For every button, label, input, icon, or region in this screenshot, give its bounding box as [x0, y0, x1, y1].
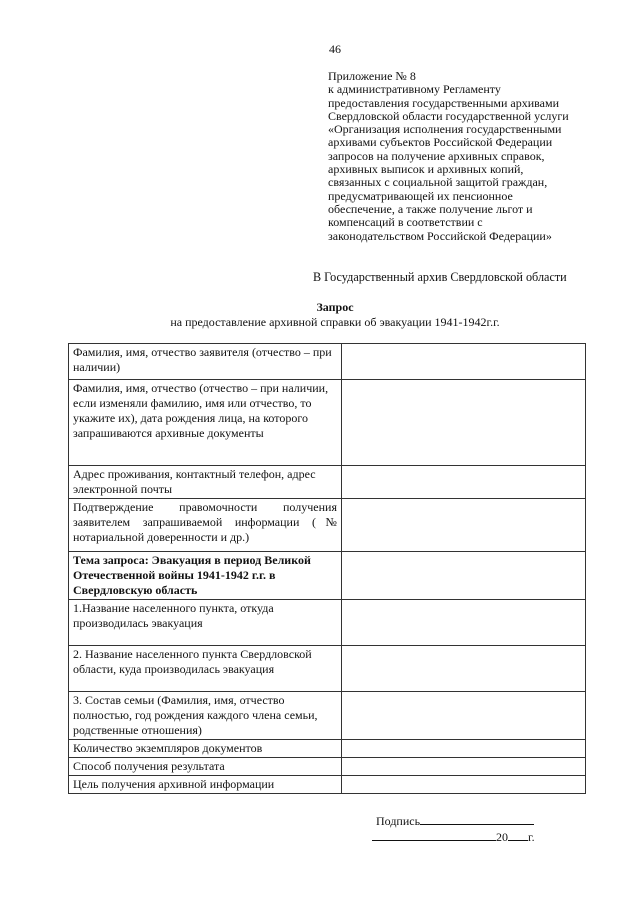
table-row	[69, 692, 586, 740]
signature-blank[interactable]	[420, 813, 534, 825]
field-value-destination-settlement[interactable]	[342, 646, 586, 692]
field-label-request-topic: Тема запроса: Эвакуация в период Великой Отечественной войны 1941-1942 г.г. в Свердловскую область	[69, 552, 342, 600]
field-value-purpose[interactable]	[342, 776, 586, 794]
field-label-origin-settlement: 1.Название населенного пункта, откуда производилась эвакуация	[69, 600, 342, 646]
field-label-contact-address: Адрес проживания, контактный телефон, адрес электронной почты	[69, 466, 342, 499]
field-label-purpose: Цель получения архивной информации	[69, 776, 342, 794]
field-label-copies-count: Количество экземпляров документов	[69, 740, 342, 758]
appendix-line: обеспечение, а также получение льгот и	[328, 201, 533, 216]
appendix-line: архивных выписок и архивных копий,	[328, 162, 524, 177]
field-label-authority-confirmation: Подтверждение правомочности получения заявителем запрашиваемой информации (№ нотариальной доверенности и др.)	[69, 499, 342, 552]
appendix-header	[328, 70, 628, 243]
table-row	[69, 776, 586, 794]
request-title: Запрос	[316, 300, 354, 314]
date-year-blank[interactable]	[508, 829, 528, 841]
table-row	[69, 499, 586, 552]
field-value-copies-count[interactable]	[342, 740, 586, 758]
table-row	[69, 758, 586, 776]
field-label-family-composition: 3. Состав семьи (Фамилия, имя, отчество полностью, год рождения каждого члена семьи, родственные отношения)	[69, 692, 342, 740]
field-value-origin-settlement[interactable]	[342, 600, 586, 646]
field-label-destination-settlement: 2. Название населенного пункта Свердловской области, куда производилась эвакуация	[69, 646, 342, 692]
appendix-line: архивами субъектов Российской Федерации	[328, 135, 553, 150]
field-value-authority-confirmation[interactable]	[342, 499, 586, 552]
signature-label: Подпись	[376, 814, 421, 828]
table-row	[69, 600, 586, 646]
field-value-family-composition[interactable]	[342, 692, 586, 740]
appendix-line: «Организация исполнения государственными	[328, 122, 562, 137]
field-label-applicant-name: Фамилия, имя, отчество заявителя (отчество – при наличии)	[69, 344, 342, 380]
page-number: 46	[329, 42, 341, 56]
table-row	[69, 344, 586, 380]
table-row	[69, 646, 586, 692]
date-line	[372, 829, 535, 845]
appendix-line: к административному Регламенту	[328, 82, 501, 97]
appendix-line: Свердловской области государственной услуги	[328, 108, 569, 123]
request-subtitle: на предоставление архивной справки об эвакуации 1941-1942г.г.	[170, 315, 500, 329]
table-row	[69, 740, 586, 758]
field-value-request-topic[interactable]	[342, 552, 586, 600]
request-form-table	[68, 343, 586, 794]
appendix-line: предоставления государственными архивами	[328, 95, 559, 110]
appendix-line: связанных с социальной защитой граждан,	[328, 175, 548, 190]
appendix-line: законодательством Российской Федерации»	[328, 228, 552, 243]
date-year-prefix: 20	[496, 830, 508, 844]
addressee: В Государственный архив Свердловской области	[313, 270, 567, 284]
table-row	[69, 552, 586, 600]
signature-line	[376, 813, 534, 829]
field-label-delivery-method: Способ получения результата	[69, 758, 342, 776]
field-value-contact-address[interactable]	[342, 466, 586, 499]
field-value-subject-name[interactable]	[342, 380, 586, 466]
date-year-suffix: г.	[528, 830, 535, 844]
field-value-applicant-name[interactable]	[342, 344, 586, 380]
date-day-month-blank[interactable]	[372, 829, 496, 841]
field-value-delivery-method[interactable]	[342, 758, 586, 776]
table-row	[69, 380, 586, 466]
appendix-line: предусматривающей их пенсионное	[328, 188, 513, 203]
appendix-line: Приложение № 8	[328, 69, 416, 83]
field-label-subject-name: Фамилия, имя, отчество (отчество – при наличии, если изменяли фамилию, имя или отчество, то укажите их), дата рождения лица, на которого запрашиваются архивные документы	[69, 380, 342, 466]
appendix-line: компенсаций в соответствии с	[328, 215, 483, 230]
table-row	[69, 466, 586, 499]
appendix-line: запросов на получение архивных справок,	[328, 148, 545, 163]
